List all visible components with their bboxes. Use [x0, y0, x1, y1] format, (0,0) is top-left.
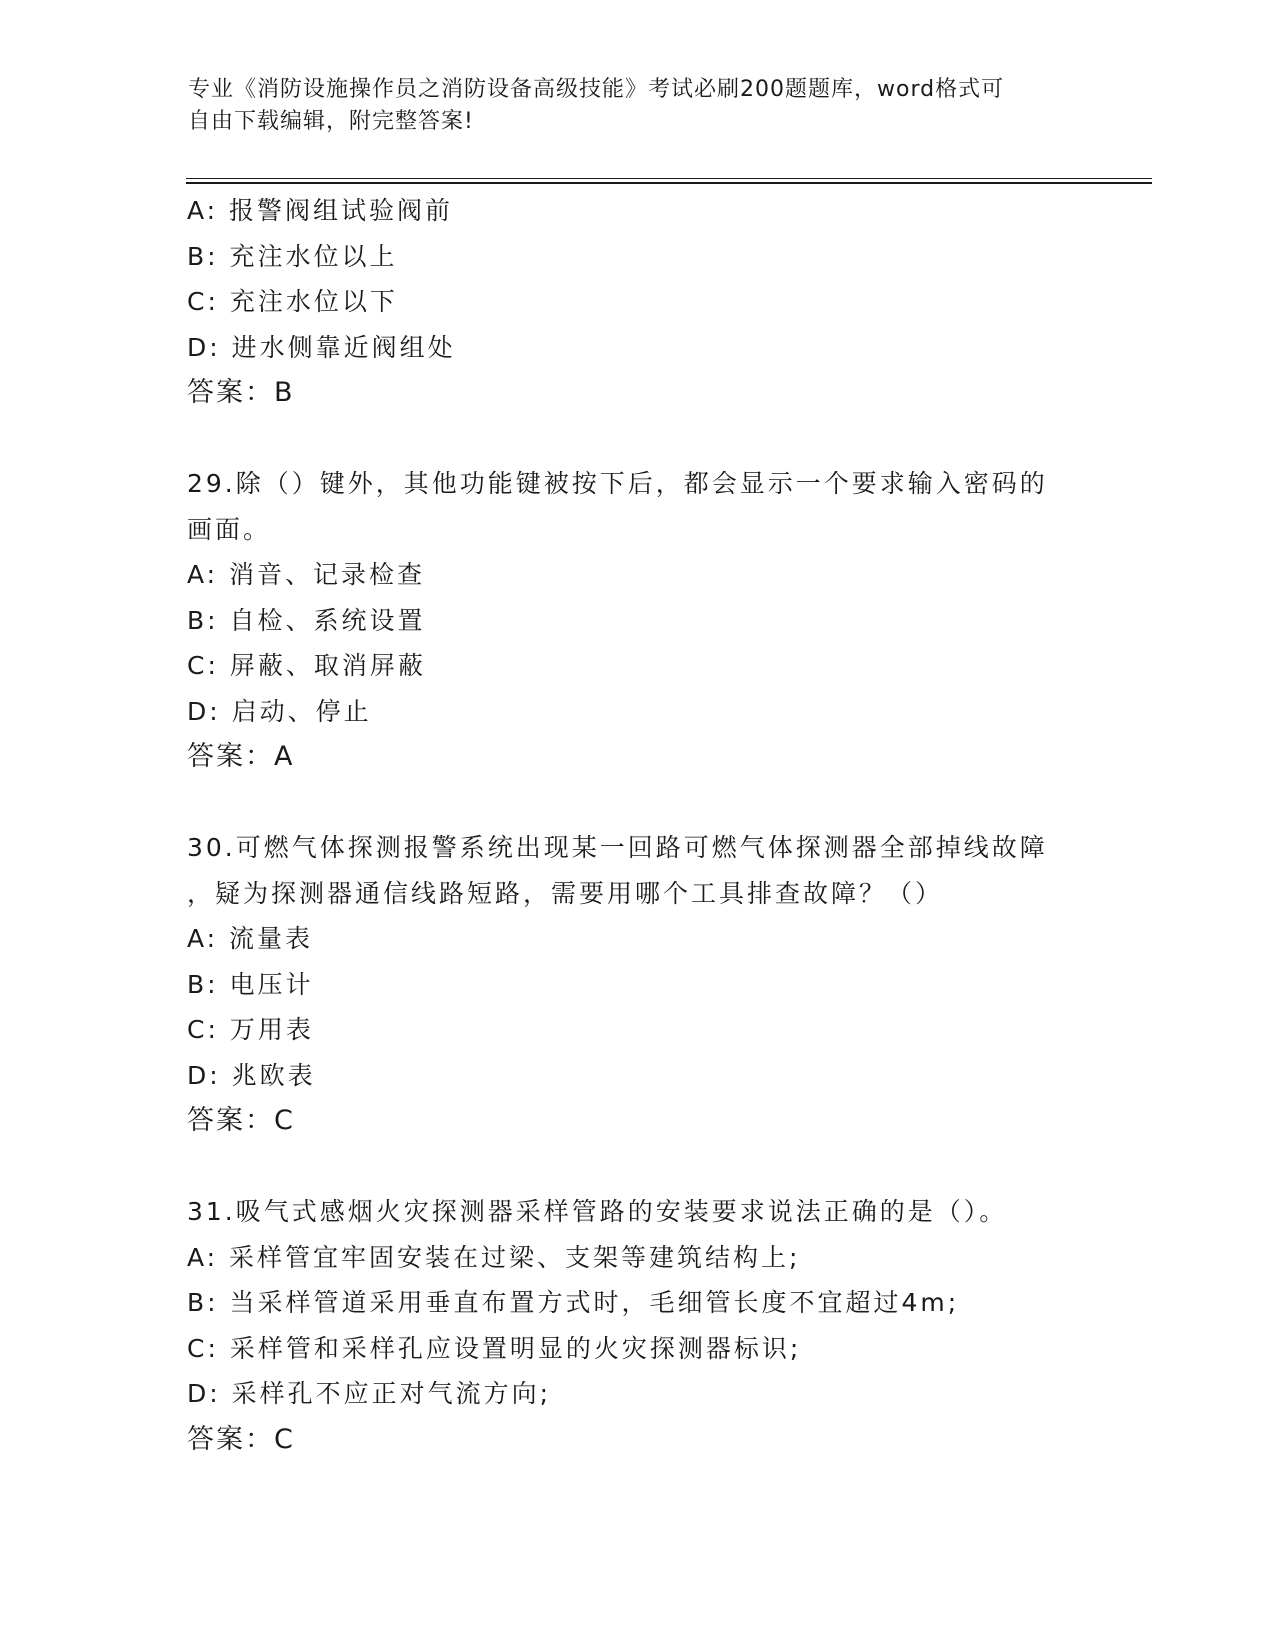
question-text-line-1: 29.除（）键外，其他功能键被按下后，都会显示一个要求输入密码的: [187, 469, 1048, 498]
option-c: C: 充注水位以下: [187, 287, 398, 316]
option-d: D: 采样孔不应正对气流方向;: [187, 1379, 552, 1408]
option-b: B: 自检、系统设置: [187, 605, 426, 635]
option-d: D: 兆欧表: [187, 1060, 316, 1090]
option-c: C: 屏蔽、取消屏蔽: [187, 651, 426, 680]
answer: 答案：C: [187, 1105, 295, 1136]
question-30: [187, 825, 1117, 1144]
question-text-line-2: 画面。: [187, 514, 272, 544]
answer: 答案：A: [187, 741, 295, 772]
option-d: D: 启动、停止: [187, 696, 372, 726]
option-c: C: 采样管和采样孔应设置明显的火灾探测器标识;: [187, 1333, 802, 1363]
option-c: C: 万用表: [187, 1015, 314, 1044]
question-text-line-2: ，疑为探测器通信线路短路，需要用哪个工具排查故障？（）: [187, 878, 944, 908]
option-b: B: 充注水位以上: [187, 241, 398, 271]
question-29: [187, 461, 1117, 780]
header-line-2: 自由下载编辑，附完整答案!: [188, 109, 474, 134]
header-line-1: 专业《消防设施操作员之消防设备高级技能》考试必刷200题题库，word格式可: [188, 77, 1005, 102]
option-a: A: 流量表: [187, 924, 314, 953]
option-a: A: 报警阀组试验阀前: [187, 196, 454, 225]
option-d: D: 进水侧靠近阀组处: [187, 332, 456, 362]
answer: 答案：C: [187, 1423, 295, 1455]
option-b: B: 电压计: [187, 969, 314, 999]
option-a: A: 消音、记录检查: [187, 560, 426, 589]
question-28: [187, 188, 1117, 416]
header-divider-thin: [186, 178, 1152, 179]
answer: 答案：B: [187, 377, 295, 408]
option-b: B: 当采样管道采用垂直布置方式时，毛细管长度不宜超过4m;: [187, 1288, 960, 1317]
document-header: [188, 74, 1088, 138]
question-31: [187, 1189, 1117, 1462]
question-text-line-1: 31.吸气式感烟火灾探测器采样管路的安装要求说法正确的是（）。: [187, 1197, 1008, 1226]
question-text-line-1: 30.可燃气体探测报警系统出现某一回路可燃气体探测器全部掉线故障: [187, 833, 1048, 862]
header-divider-thick: [186, 182, 1152, 184]
option-a: A: 采样管宜牢固安装在过梁、支架等建筑结构上;: [187, 1242, 801, 1272]
